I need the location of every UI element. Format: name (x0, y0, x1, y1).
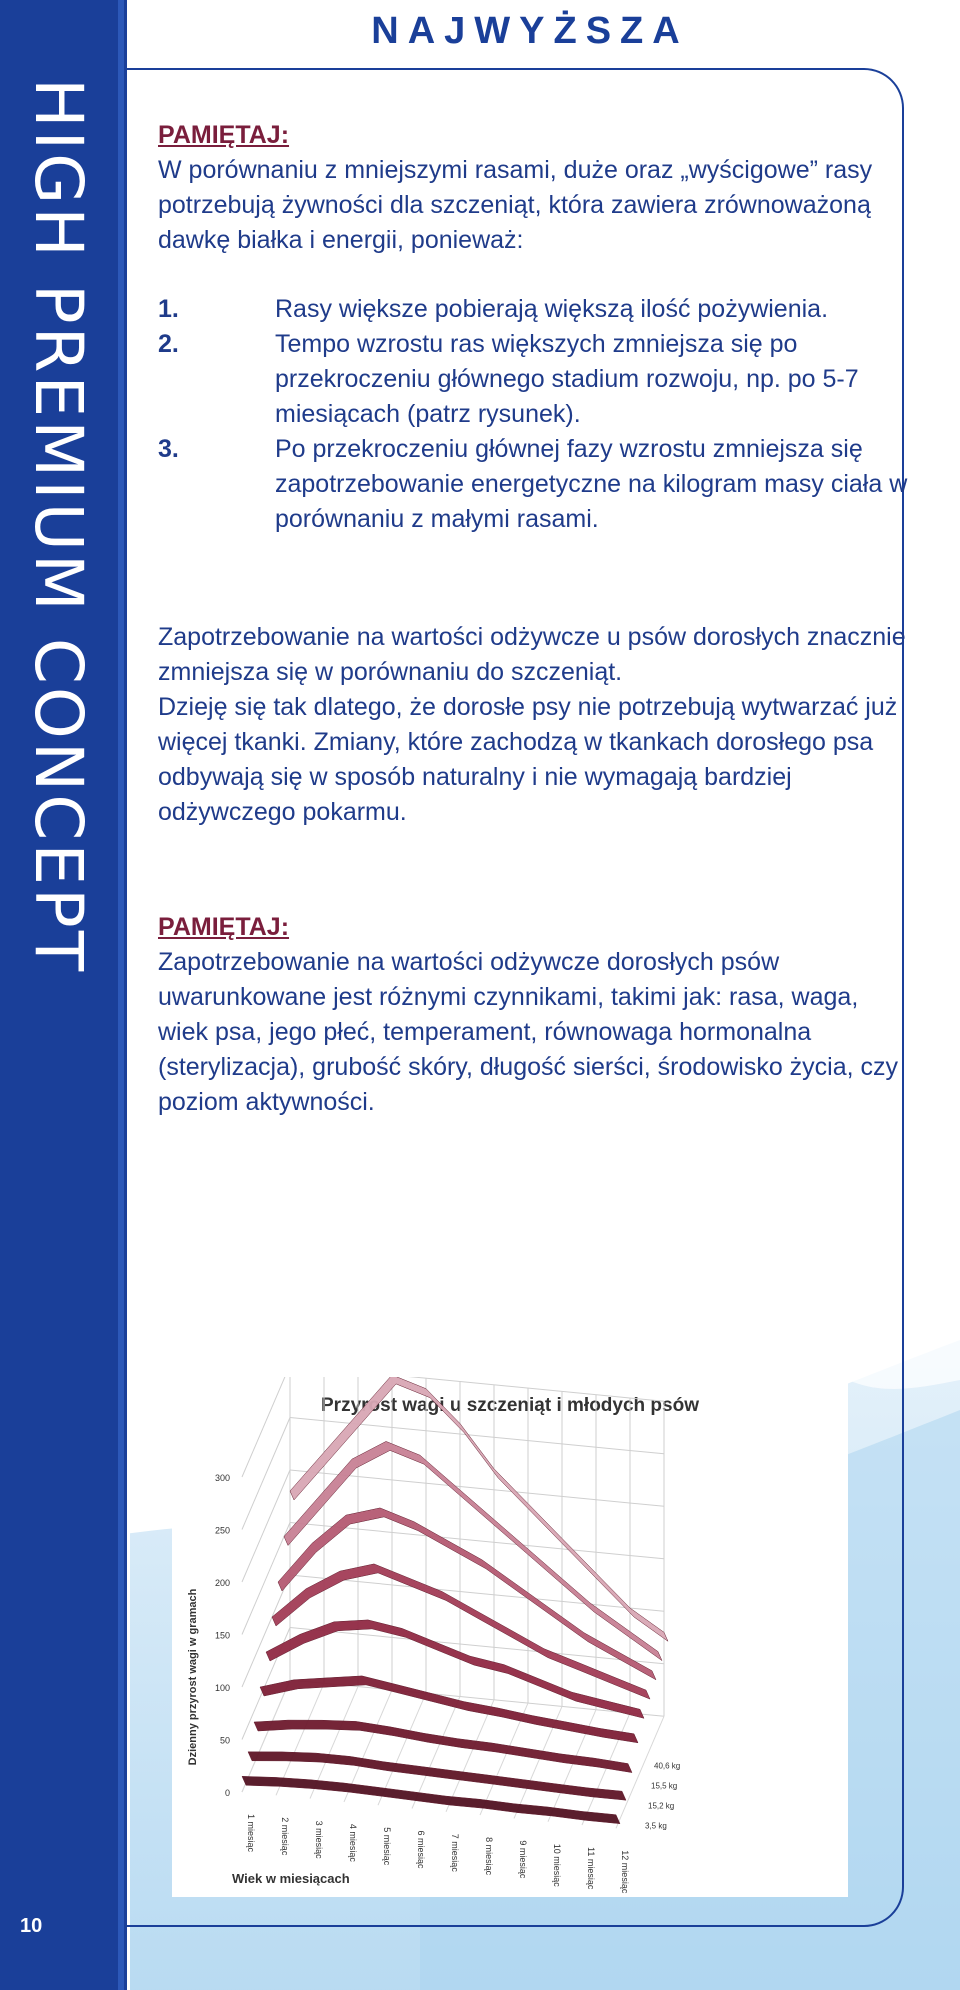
chart-x-tick-label: 12 miesiąc (620, 1850, 630, 1894)
chart-y-tick-label: 300 (214, 1473, 230, 1483)
weight-gain-chart (172, 1377, 848, 1897)
reasons-list (158, 292, 908, 537)
list-text: Tempo wzrostu ras większych zmniejsza się po przekroczeniu głównego stadium rozwoju, np. po 5-7 miesiącach (patrz rysunek). (275, 330, 859, 428)
list-number: 1. (158, 295, 179, 323)
grid-line (290, 1523, 664, 1559)
chart-x-tick-label: 8 miesiąc (484, 1837, 494, 1876)
chart-x-tick-label: 2 miesiąc (280, 1817, 290, 1856)
grid-line (242, 1377, 290, 1477)
chart-series-ribbon (242, 1776, 620, 1823)
chart-series-group (242, 1377, 668, 1824)
grid-line (242, 1418, 290, 1530)
list-number: 3. (158, 435, 179, 463)
section1-heading: PAMIĘTAJ: (158, 121, 290, 149)
chart-y-tick-label: 250 (214, 1525, 230, 1536)
chart-y-tick-label: 200 (214, 1578, 230, 1588)
list-number: 2. (158, 330, 179, 358)
grid-line (290, 1575, 664, 1611)
chart-y-ticks (215, 1473, 230, 1798)
chart-y-tick-label: 0 (224, 1788, 230, 1798)
chart-x-tick-label: 11 miesiąc (586, 1847, 596, 1890)
section2-para1: Zapotrzebowanie na wartości odżywcze u psów dorosłych znacznie zmniejsza się w porównaniu do szczeniąt. (158, 623, 906, 686)
grid-line (242, 1470, 290, 1582)
chart-series-ribbon (278, 1508, 656, 1680)
chart-x-tick-label: 10 miesiąc (552, 1843, 562, 1887)
list-item (158, 432, 908, 537)
sidebar-title: HIGH PREMIUM CONCEPT (20, 78, 97, 975)
chart-series-label: 15,5 kg (651, 1781, 678, 1791)
list-text: Po przekroczeniu głównej fazy wzrostu zmniejsza się zapotrzebowanie energetyczne na kilogram masy ciała w porównaniu z małymi rasami. (275, 435, 908, 533)
chart-series-ribbon (260, 1676, 638, 1743)
section3 (158, 910, 908, 1120)
list-text: Rasy większe pobierają większą ilość pożywienia. (275, 295, 829, 323)
chart-series-label: 40,6 kg (654, 1761, 681, 1771)
chart-y-tick-label: 50 (219, 1735, 230, 1746)
section3-text: Zapotrzebowanie na wartości odżywcze dorosłych psów uwarunkowane jest różnymi czynnikami, takimi jak: rasa, waga, wiek psa, jego płeć, temperament, równowaga hormonalna (sterylizacja), grubość skóry, długość sierści, środowisko życia, czy poziom aktywności. (158, 948, 899, 1116)
chart-svg (172, 1377, 848, 1897)
sidebar-stripe (118, 0, 124, 1990)
content (158, 118, 908, 1120)
chart-y-tick-label: 150 (214, 1630, 230, 1641)
chart-x-tick-label: 3 miesiąc (314, 1820, 324, 1859)
chart-series-labels (645, 1761, 680, 1830)
chart-y-tick-label: 100 (214, 1683, 230, 1693)
section3-heading: PAMIĘTAJ: (158, 913, 290, 941)
list-item (158, 292, 908, 327)
section2-para2: Dzieję się tak dlatego, że dorosłe psy nie potrzebują wytwarzać już więcej tkanki. Zmiany, które zachodzą w tkankach dorosłego psa odbywają się w sposób naturalny i nie wymagają bardziej odżywczego pokarmu. (158, 693, 898, 826)
chart-x-tick-label: 6 miesiąc (416, 1830, 426, 1869)
chart-x-tick-label: 5 miesiąc (382, 1827, 392, 1866)
chart-x-tick-label: 7 miesiąc (450, 1833, 460, 1872)
grid-line (446, 1700, 494, 1812)
grid-line (242, 1575, 290, 1687)
grid-line (412, 1697, 460, 1809)
page-number: 10 (20, 1915, 43, 1937)
list-item (158, 327, 908, 432)
grid-line (242, 1680, 290, 1792)
chart-x-tick-label: 4 miesiąc (348, 1823, 358, 1862)
page-title: NAJWYŻSZA (371, 10, 689, 52)
section1-intro: W porównaniu z mniejszymi rasami, duże oraz „wyścigowe” rasy potrzebują żywności dla szczeniąt, która zawiera zrównoważoną dawkę białka i energii, ponieważ: (158, 156, 873, 254)
chart-x-tick-label: 1 miesiąc (246, 1814, 256, 1853)
chart-series-label: 3,5 kg (645, 1821, 667, 1831)
chart-x-label: Wiek w miesiącach (232, 1871, 350, 1886)
section2 (158, 620, 908, 830)
sidebar (0, 0, 130, 1990)
chart-x-tick-label: 9 miesiąc (518, 1840, 528, 1879)
chart-title: Przyrost wagi u szczeniąt i młodych psów (321, 1395, 699, 1416)
chart-series-label: 15,2 kg (648, 1801, 675, 1811)
chart-y-label: Dzienny przyrost wagi w gramach (187, 1588, 199, 1766)
